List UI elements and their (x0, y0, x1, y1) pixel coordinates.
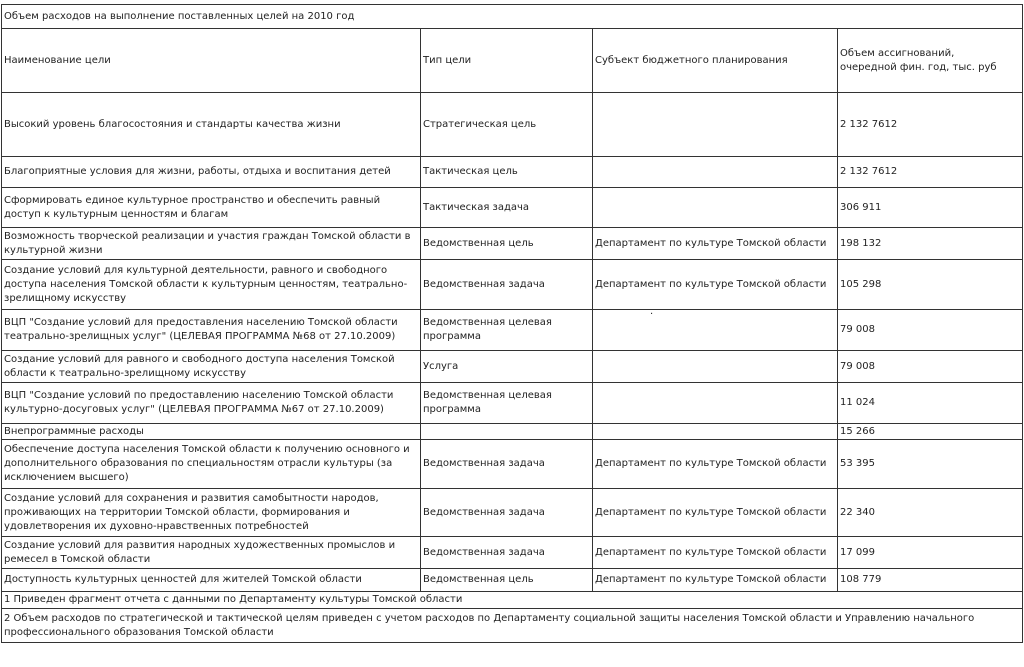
table-row (2, 383, 1023, 424)
header-amount (838, 29, 1023, 93)
cell-budget-subject: Департамент по культуре Томской области (593, 569, 838, 592)
cell-goal-type: Ведомственная целевая программа (421, 310, 593, 351)
table-row (2, 188, 1023, 228)
cell-goal-type: Ведомственная целевая программа (421, 383, 593, 424)
cell-goal-type: Ведомственная задача (421, 260, 593, 310)
cell-goal-type: Тактическая задача (421, 188, 593, 228)
cell-budget-subject (593, 93, 838, 157)
cell-goal-name: Создание условий для равного и свободного доступа населения Томской области к театрально-зрелищному искусству (2, 351, 421, 383)
cell-goal-type: Ведомственная задача (421, 537, 593, 569)
cell-goal-name: Внепрограммные расходы (2, 424, 421, 440)
cell-goal-name: ВЦП "Создание условий для предоставления населению Томской области театрально-зрелищных услуг" (ЦЕЛЕВАЯ ПРОГРАММА №68 от 27.10.2009) (2, 310, 421, 351)
table-row (2, 157, 1023, 188)
cell-amount: 2 132 7612 (838, 93, 1023, 157)
table-row (2, 228, 1023, 260)
cell-goal-name: Создание условий для сохранения и развития самобытности народов, проживающих на территории Томской области, формирования и удовлетворения их духовно-нравственных потребностей (2, 489, 421, 537)
cell-goal-type: Стратегическая цель (421, 93, 593, 157)
table-header-row (2, 29, 1023, 93)
cell-goal-type (421, 424, 593, 440)
cell-amount: 306 911 (838, 188, 1023, 228)
footnote: 2 Объем расходов по стратегической и тактической целям приведен с учетом расходов по Департаменту социальной защиты населения Томской области и Управлению начального профессионального образования Томской области (2, 609, 1023, 643)
header-amount-line1: Объем ассигнований, (840, 47, 955, 59)
cell-goal-type: Ведомственная цель (421, 228, 593, 260)
cell-goal-type: Тактическая цель (421, 157, 593, 188)
header-amount-line2: очередной фин. год, тыс. руб (840, 61, 997, 73)
expenses-table (1, 4, 1023, 643)
cell-amount: 108 779 (838, 569, 1023, 592)
cell-amount: 15 266 (838, 424, 1023, 440)
cell-budget-subject (593, 383, 838, 424)
table-row (2, 489, 1023, 537)
cell-amount: 2 132 7612 (838, 157, 1023, 188)
cell-budget-subject: Департамент по культуре Томской области (593, 537, 838, 569)
cell-goal-name: Сформировать единое культурное пространство и обеспечить равный доступ к культурным ценностям и благам (2, 188, 421, 228)
cell-goal-type: Ведомственная цель (421, 569, 593, 592)
table-row (2, 260, 1023, 310)
cell-amount: 11 024 (838, 383, 1023, 424)
header-name: Наименование цели (2, 29, 421, 93)
cell-budget-subject: Департамент по культуре Томской области (593, 260, 838, 310)
cell-budget-subject (593, 157, 838, 188)
cell-amount: 79 008 (838, 310, 1023, 351)
cell-amount: 22 340 (838, 489, 1023, 537)
cell-budget-subject: Департамент по культуре Томской области (593, 440, 838, 489)
footnote-row (2, 609, 1023, 643)
table-row (2, 569, 1023, 592)
cell-goal-name: Создание условий для культурной деятельности, равного и свободного доступа населения Томской области к культурным ценностям, театрально-зрелищному искусству (2, 260, 421, 310)
table-title-row (2, 5, 1023, 29)
footnote-row (2, 592, 1023, 609)
cell-goal-name: ВЦП "Создание условий по предоставлению населению Томской области культурно-досуговых услуг" (ЦЕЛЕВАЯ ПРОГРАММА №67 от 27.10.2009) (2, 383, 421, 424)
cell-budget-subject (593, 310, 838, 351)
table-title: Объем расходов на выполнение поставленных целей на 2010 год (2, 5, 1023, 29)
table-row (2, 424, 1023, 440)
table-row (2, 351, 1023, 383)
cell-goal-name: Создание условий для развития народных художественных промыслов и ремесел в Томской области (2, 537, 421, 569)
cell-goal-type: Ведомственная задача (421, 489, 593, 537)
cell-budget-subject (593, 424, 838, 440)
cell-budget-subject: Департамент по культуре Томской области (593, 228, 838, 260)
table-row (2, 440, 1023, 489)
footnote: 1 Приведен фрагмент отчета с данными по Департаменту культуры Томской области (2, 592, 1023, 609)
cell-budget-subject: Департамент по культуре Томской области (593, 489, 838, 537)
stray-mark: . (650, 306, 654, 317)
cell-goal-name: Обеспечение доступа населения Томской области к получению основного и дополнительного образования по специальностям отрасли культуры (за исключением высшего) (2, 440, 421, 489)
cell-goal-name: Возможность творческой реализации и участия граждан Томской области в культурной жизни (2, 228, 421, 260)
cell-goal-name: Благоприятные условия для жизни, работы, отдыха и воспитания детей (2, 157, 421, 188)
cell-amount: 79 008 (838, 351, 1023, 383)
table-row (2, 537, 1023, 569)
cell-amount: 198 132 (838, 228, 1023, 260)
cell-amount: 53 395 (838, 440, 1023, 489)
header-type: Тип цели (421, 29, 593, 93)
cell-budget-subject (593, 351, 838, 383)
cell-goal-name: Высокий уровень благосостояния и стандарты качества жизни (2, 93, 421, 157)
cell-budget-subject (593, 188, 838, 228)
cell-amount: 105 298 (838, 260, 1023, 310)
cell-amount: 17 099 (838, 537, 1023, 569)
cell-goal-name: Доступность культурных ценностей для жителей Томской области (2, 569, 421, 592)
cell-goal-type: Услуга (421, 351, 593, 383)
cell-goal-type: Ведомственная задача (421, 440, 593, 489)
table-row (2, 93, 1023, 157)
header-subject: Субъект бюджетного планирования (593, 29, 838, 93)
table-row (2, 310, 1023, 351)
